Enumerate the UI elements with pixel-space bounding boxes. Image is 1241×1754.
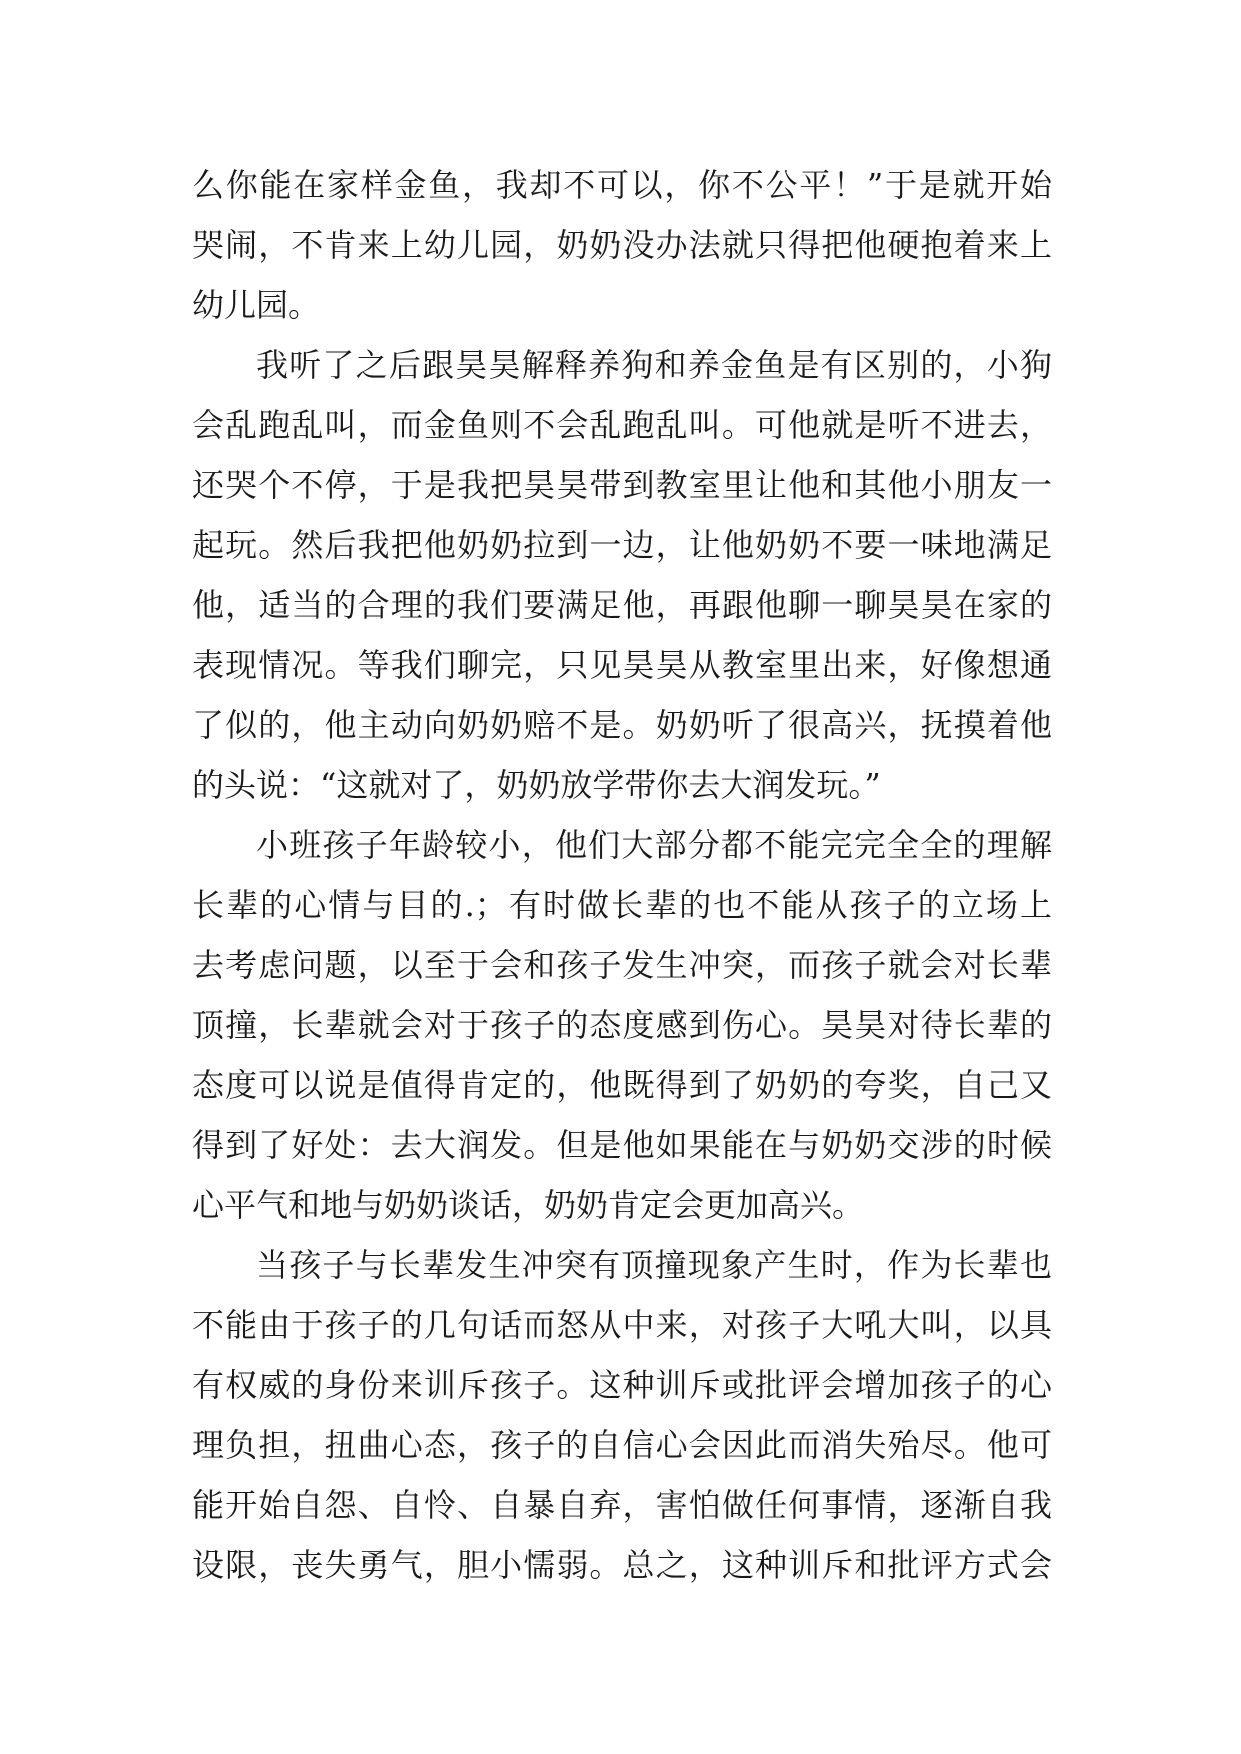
paragraph bbox=[192, 335, 1052, 815]
document-body bbox=[192, 155, 1052, 1595]
text-line: 不能由于孩子的几句话而怒从中来，对孩子大吼大叫，以具 bbox=[192, 1306, 1052, 1344]
text-line: 起玩。然后我把他奶奶拉到一边，让他奶奶不要一味地满足 bbox=[192, 526, 1052, 564]
text-line: 他，适当的合理的我们要满足他，再跟他聊一聊昊昊在家的 bbox=[192, 586, 1052, 624]
paragraph bbox=[192, 1235, 1052, 1595]
text-line: 理负担，扭曲心态，孩子的自信心会因此而消失殆尽。他可 bbox=[192, 1426, 1052, 1464]
text-line: 能开始自怨、自怜、自暴自弃，害怕做任何事情，逐渐自我 bbox=[192, 1486, 1052, 1524]
text-line: 还哭个不停，于是我把昊昊带到教室里让他和其他小朋友一 bbox=[192, 466, 1052, 504]
text-line: 长辈的心情与目的.；有时做长辈的也不能从孩子的立场上 bbox=[192, 886, 1052, 924]
text-line: 了似的，他主动向奶奶赔不是。奶奶听了很高兴，抚摸着他 bbox=[192, 706, 1052, 744]
text-line: 得到了好处：去大润发。但是他如果能在与奶奶交涉的时候 bbox=[192, 1126, 1052, 1164]
text-line: 小班孩子年龄较小，他们大部分都不能完完全全的理解 bbox=[256, 826, 1052, 864]
text-line: 去考虑问题，以至于会和孩子发生冲突，而孩子就会对长辈 bbox=[192, 946, 1052, 984]
text-line: 幼儿园。 bbox=[192, 286, 321, 324]
text-line: 有权威的身份来训斥孩子。这种训斥或批评会增加孩子的心 bbox=[192, 1366, 1052, 1404]
text-line: 哭闹，不肯来上幼儿园，奶奶没办法就只得把他硬抱着来上 bbox=[192, 226, 1052, 264]
text-line: 我听了之后跟昊昊解释养狗和养金鱼是有区别的，小狗 bbox=[256, 346, 1052, 384]
text-line: 心平气和地与奶奶谈话，奶奶肯定会更加高兴。 bbox=[192, 1186, 865, 1224]
text-line: 顶撞，长辈就会对于孩子的态度感到伤心。昊昊对待长辈的 bbox=[192, 1006, 1052, 1044]
text-line: 态度可以说是值得肯定的，他既得到了奶奶的夸奖，自己又 bbox=[192, 1066, 1052, 1104]
text-line: 么你能在家样金鱼，我却不可以，你不公平！”于是就开始 bbox=[192, 166, 1052, 204]
paragraph bbox=[192, 815, 1052, 1235]
paragraph bbox=[192, 155, 1052, 335]
text-line: 设限，丧失勇气，胆小懦弱。总之，这种训斥和批评方式会 bbox=[192, 1546, 1052, 1584]
text-line: 当孩子与长辈发生冲突有顶撞现象产生时，作为长辈也 bbox=[256, 1246, 1052, 1284]
text-line: 的头说：“这就对了，奶奶放学带你去大润发玩。” bbox=[192, 766, 881, 804]
text-line: 表现情况。等我们聊完，只见昊昊从教室里出来，好像想通 bbox=[192, 646, 1052, 684]
text-line: 会乱跑乱叫，而金鱼则不会乱跑乱叫。可他就是听不进去， bbox=[192, 406, 1052, 444]
